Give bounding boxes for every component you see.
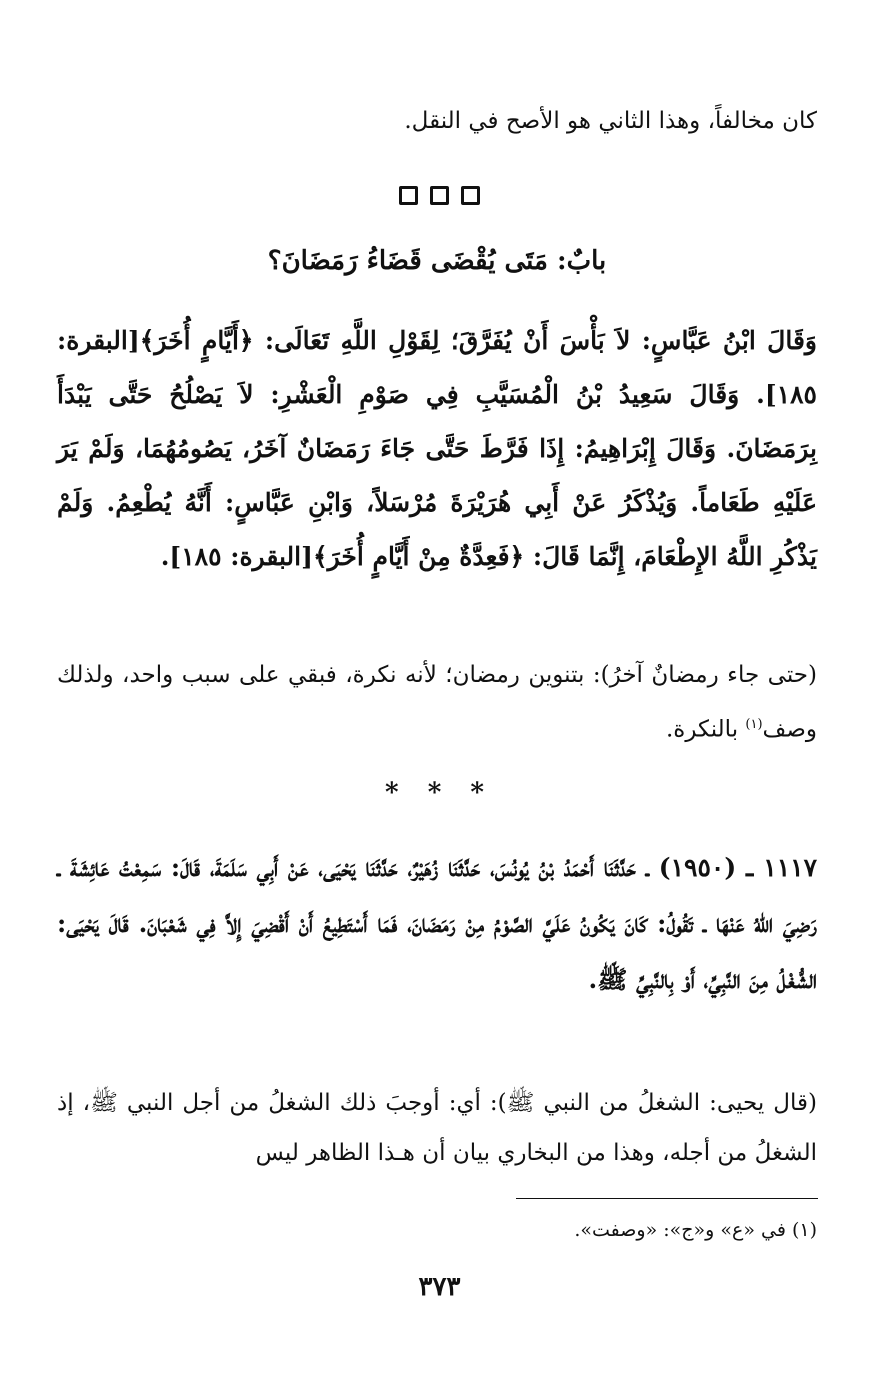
hadith-paragraph: ١١١٧ ـ (١٩٥٠) ـ حَدَّثَنَا أَحْمَدُ بْنُ يُونُسَ، حَدَّثَنَا زُهَيْرٌ، حَدَّثَنَا يَحْيَى، عَنْ أَبِي سَلَمَةَ، قَالَ: سَمِعْتُ عَائِشَةَ ـ رَضِيَ اللهُ عَنْهَا ـ تَقُولُ: كَانَ يَكُونُ عَلَيَّ الصَّوْمُ مِنْ رَمَضَانَ، فَمَا أَسْتَطِيعُ أَنْ أَقْضِيَ إِلاَّ فِي شَعْبَانَ. قَالَ يَحْيَى: الشُّغْلُ مِنَ النَّبِيِّ، أَوْ بِالنَّبِيِّ ﷺ. [57,853,817,994]
section-divider-ornament [0,186,879,209]
footnote-reference: (١) [745,717,763,732]
ornament-square [461,186,480,205]
commentary-text: (حتى جاء رمضانٌ آخرُ): بتنوين رمضان؛ لأنه نكرة، فبقي على سبب واحد، ولذلك وصف [57,662,817,743]
footnote-separator [516,1198,818,1199]
chapter-text-paragraph: وَقَالَ ابْنُ عَبَّاسٍ: لاَ بَأْسَ أَنْ يُفَرَّقَ؛ لِقَوْلِ اللَّهِ تَعَالَى: ﴿أَيَّامٍ أُخَرَ﴾[البقرة: ١٨٥]. وَقَالَ سَعِيدُ بْنُ الْمُسَيَّبِ فِي صَوْمِ الْعَشْرِ: لاَ يَصْلُحُ حَتَّى يَبْدَأَ بِرَمَضَانَ. وَقَالَ إِبْرَاهِيمُ: إِذَا فَرَّطَ حَتَّى جَاءَ رَمَضَانٌ آخَرُ، يَصُومُهُمَا، وَلَمْ يَرَ عَلَيْهِ طَعَاماً. وَيُذْكَرُ عَنْ أَبِي هُرَيْرَةَ مُرْسَلاً، وَابْنِ عَبَّاسٍ: أَنَّهُ يُطْعِمُ. وَلَمْ يَذْكُرِ اللَّهُ الإِطْعَامَ، إِنَّمَا قَالَ: ﴿فَعِدَّةٌ مِنْ أَيَّامٍ أُخَرَ﴾[البقرة: ١٨٥]. [57,326,817,571]
page-number: ٣٧٣ [418,1272,461,1302]
chapter-title: بابٌ: مَتَى يُقْضَى قَضَاءُ رَمَضَانَ؟ [267,246,607,276]
separator-stars: * * * [385,778,494,808]
hadith-commentary-paragraph: (قال يحيى: الشغلُ من النبي ﷺ): أي: أوجبَ ذلك الشغلُ من أجل النبي ﷺ، إذ الشغلُ من أجله، وهذا من البخاري بيان أن هـذا الظاهر ليس [57,1090,817,1166]
opening-line: كان مخالفاً، وهذا الثاني هو الأصح في النقل. [404,108,817,134]
commentary-text-end: بالنكرة. [665,716,746,743]
ornament-square [399,186,418,205]
footnote: (١) في «ع» و«ج»: «وصفت». [574,1219,817,1241]
commentary-paragraph [57,650,817,755]
ornament-square [430,186,449,205]
